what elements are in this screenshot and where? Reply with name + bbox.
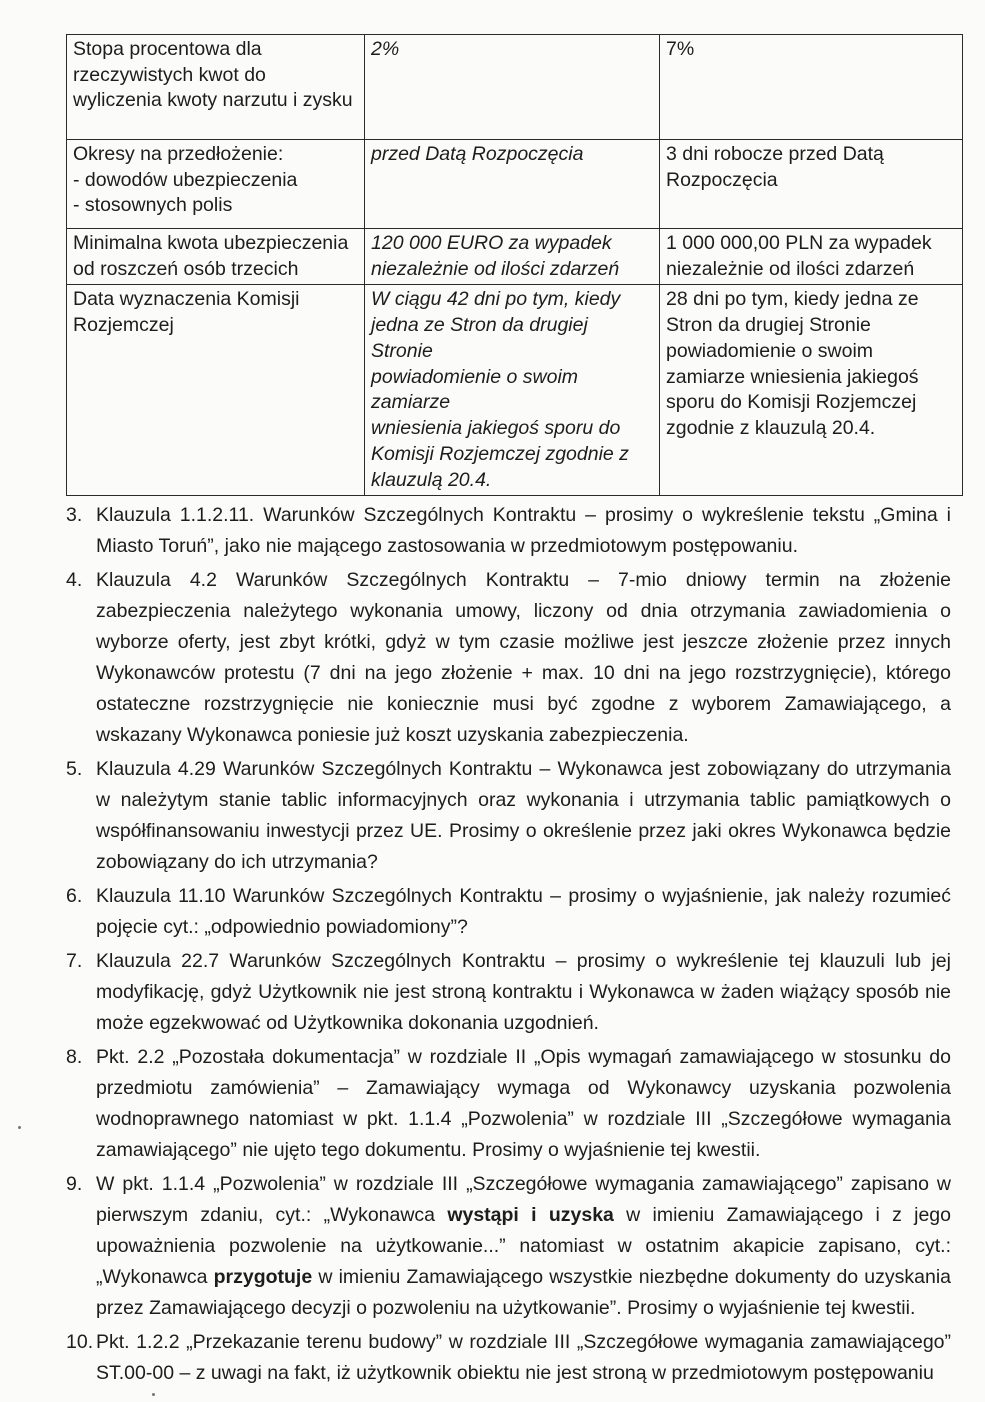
item-number: 7. — [66, 950, 83, 972]
item-number: 9. — [66, 1173, 83, 1195]
cell-line: Rozjemczej — [73, 314, 174, 337]
table-row — [67, 285, 963, 496]
row-value-col2 — [365, 285, 660, 496]
cell-line: przed Datą Rozpoczęcia — [371, 143, 584, 165]
cell-line: 28 dni po tym, kiedy jedna ze — [666, 288, 919, 311]
item-text: W pkt. 1.1.4 „Pozwolenia” w rozdziale III „Szczegółowe wymagania zamawiającego” zapisano w pierwszym zdaniu, cyt.: „Wykonawca — [96, 1173, 951, 1226]
item-number: 6. — [66, 885, 83, 907]
cell-line: Stopa procentowa dla — [73, 38, 262, 60]
cell-line: 2% — [371, 38, 400, 60]
item-text: Klauzula 1.1.2.11. Warunków Szczególnych Kontraktu – prosimy o wykreślenie tekstu „Gmina i Miasto Toruń”, jako nie mającego zastosowania w przedmiotowym postępowaniu. — [96, 504, 951, 557]
row-value-col3 — [660, 229, 963, 285]
item-text: Klauzula 22.7 Warunków Szczególnych Kontraktu – prosimy o wykreślenie tej klauzuli lub jej modyfikację, gdyż Użytkownik nie jest stroną kontraktu i Wykonawca w żaden wiążący sposób nie może egzekwować od Użytkownika dokonania uzgodnień. — [96, 950, 951, 1034]
row-value-col2 — [365, 140, 660, 229]
item-text: w imieniu Zamawiającego i z jego upoważnienia pozwolenie na użytkowanie...” natomiast w ostatnim akapicie zapisano, cyt.: „Wykonawca — [96, 1204, 951, 1288]
item-text-bold: przygotuje — [213, 1266, 313, 1288]
cell-line: wyliczenia kwoty narzutu i zysku — [73, 89, 353, 112]
cell-line: Stron da drugiej Stronie — [666, 314, 871, 337]
cell-line: Minimalna kwota ubezpieczenia — [73, 232, 349, 254]
cell-line: sporu do Komisji Rozjemczej — [666, 391, 917, 414]
cell-line: - dowodów ubezpieczenia — [73, 168, 298, 191]
cell-line: powiadomienie o swoim zamiarze — [371, 365, 579, 414]
cell-line: Komisji Rozjemczej zgodnie z — [371, 442, 629, 465]
item-number: 4. — [66, 569, 83, 591]
item-number: 10. — [66, 1331, 94, 1353]
row-label — [67, 35, 365, 140]
cell-line: - stosownych polis — [73, 194, 233, 217]
cell-line: Rozpoczęcia — [666, 168, 778, 191]
cell-line: zgodnie z klauzulą 20.4. — [666, 417, 876, 440]
item-text: Klauzula 4.2 Warunków Szczególnych Kontraktu – 7-mio dniowy termin na złożenie zabezpieczenia należytego wykonania umowy, liczony od dnia otrzymania zawiadomienia o wyborze oferty, jest zbyt krótki, gdyż w tym czasie możliwe jest jeszcze złożenie przez innych Wykonawców protestu (7 dni na jego złożenie + max. 10 dni na jego rozstrzygnięcie), którego ostateczne rozstrzygnięcie nie koniecznie musi być zgodne z wyborem Zamawiającego, a wskazany Wykonawca poniesie już koszt uzyskania zabezpieczenia. — [96, 569, 951, 746]
cell-line: klauzulą 20.4. — [371, 468, 492, 491]
item-text: Pkt. 1.2.2 „Przekazanie terenu budowy” w rozdziale III „Szczegółowe wymagania zamawiającego” ST.00-00 – z uwagi na fakt, iż użytkownik obiektu nie jest stroną w przedmiotowym postępowaniu — [96, 1331, 951, 1384]
list-item — [66, 1327, 951, 1389]
row-value-col3 — [660, 140, 963, 229]
parameters-table — [66, 34, 963, 496]
table-row — [67, 229, 963, 285]
item-text: Klauzula 11.10 Warunków Szczególnych Kontraktu – prosimy o wyjaśnienie, jak należy rozumieć pojęcie cyt.: „odpowiednio powiadomiony”? — [96, 885, 951, 938]
row-label — [67, 285, 365, 496]
item-text: Klauzula 4.29 Warunków Szczególnych Kontraktu – Wykonawca jest zobowiązany do utrzymania w należytym stanie tablic informacyjnych oraz wykonania i utrzymania tablic pamiątkowych o współfinansowaniu inwestycji przez UE. Prosimy o określenie przez jaki okres Wykonawca będzie zobowiązany do ich utrzymania? — [96, 758, 951, 873]
cell-line: 1 000 000,00 PLN za wypadek — [666, 232, 932, 254]
list-item — [66, 1042, 951, 1166]
cell-line: 3 dni robocze przed Datą — [666, 143, 884, 165]
item-text: w imieniu Zamawiającego wszystkie niezbędne dokumenty do uzyskania przez Zamawiającego decyzji o pozwoleniu na użytkowanie”. Prosimy o wyjaśnienie tej kwestii. — [96, 1266, 951, 1319]
item-number: 5. — [66, 758, 83, 780]
cell-line: Okresy na przedłożenie: — [73, 143, 284, 165]
cell-line: niezależnie od ilości zdarzeń — [371, 257, 620, 280]
row-label — [67, 229, 365, 285]
list-item — [66, 946, 951, 1039]
list-item — [66, 754, 951, 878]
scan-speck — [18, 1126, 21, 1129]
cell-line: jedna ze Stron da drugiej Stronie — [371, 314, 588, 362]
item-text: Pkt. 2.2 „Pozostała dokumentacja” w rozdziale II „Opis wymagań zamawiającego w stosunku do przedmiotu zamówienia” – Zamawiający wymaga od Wykonawcy uzyskania pozwolenia wodnoprawnego natomiast w pkt. 1.1.4 „Pozwolenia” w rozdziale III „Szczegółowe wymagania zamawiającego” nie ujęto tego dokumentu. Prosimy o wyjaśnienie tej kwestii. — [96, 1046, 951, 1161]
numbered-list — [66, 500, 951, 1392]
list-item — [66, 500, 951, 562]
table-row — [67, 140, 963, 229]
cell-line: wniesienia jakiegoś sporu do — [371, 417, 621, 440]
row-value-col3 — [660, 35, 963, 140]
row-value-col2 — [365, 229, 660, 285]
cell-line: W ciągu 42 dni po tym, kiedy — [371, 288, 621, 311]
row-label — [67, 140, 365, 229]
row-value-col2 — [365, 35, 660, 140]
cell-line: zamiarze wniesienia jakiegoś — [666, 365, 919, 388]
row-value-col3 — [660, 285, 963, 496]
table-row — [67, 35, 963, 140]
cell-line: od roszczeń osób trzecich — [73, 257, 299, 280]
item-text-bold: wystąpi i uzyska — [447, 1204, 614, 1226]
list-item — [66, 565, 951, 751]
item-number: 8. — [66, 1046, 83, 1068]
scan-speck — [152, 1393, 155, 1396]
cell-line: rzeczywistych kwot do — [73, 63, 266, 86]
list-item — [66, 881, 951, 943]
cell-line: powiadomienie o swoim — [666, 339, 874, 362]
cell-line: 120 000 EURO za wypadek — [371, 232, 612, 254]
cell-line: niezależnie od ilości zdarzeń — [666, 257, 915, 280]
item-number: 3. — [66, 504, 83, 526]
cell-line: Data wyznaczenia Komisji — [73, 288, 300, 311]
cell-line: 7% — [666, 38, 695, 60]
list-item — [66, 1169, 951, 1324]
